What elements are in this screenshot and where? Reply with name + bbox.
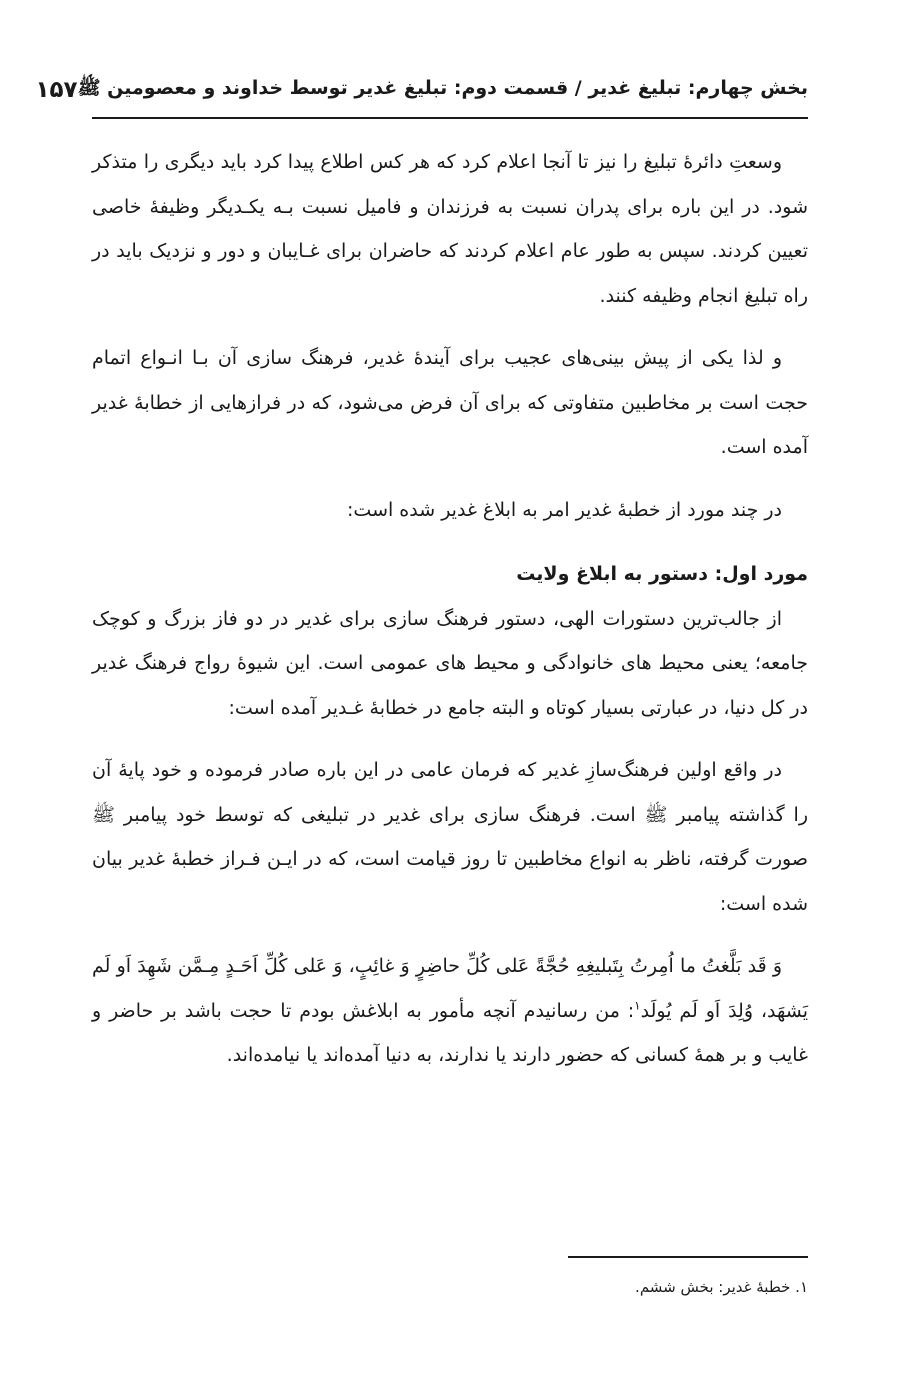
book-page: [35, 0, 809, 1390]
section-heading: مورد اول: دستور به ابلاغ ولایت: [516, 563, 808, 585]
page-number: ۱۵۷: [35, 77, 78, 103]
paragraph-5: در واقع اولین فرهنگ‌سازِ غدیر که فرمان عامی در این باره صادر فرموده و خود پایۀ آن را گذاشته پیامبر ﷺ است. فرهنگ سازی برای غدیر در تبلیغی که توسط خود پیامبر ﷺ صورت گرفته، ناظر به انواع مخاطبین تا روز قیامت است، که در ایـن فـراز خطبۀ غدیر بیان شده است:: [92, 759, 808, 915]
paragraph-2: و لذا یکی از پیش بینی‌های عجیب برای آیندۀ غدیر، فرهنگ سازی آن بـا انـواع اتمام حجت است بر مخاطبین متفاوتی که برای آن فرض می‌شود، که در فرازهایی از خطابۀ غدیر آمده است.: [92, 347, 808, 458]
paragraph-3: در چند مورد از خطبۀ غدیر امر به ابلاغ غدیر شده است:: [347, 498, 782, 521]
hadith-quote: وَ قَد بَلَّغتُ ما اُمِرتُ بِتَبلیغِهِ حُجَّةً عَلی کُلِّ حاضِرٍ وَ غائِبٍ، وَ عَلی کُلِّ اَحَـدٍ مِـمَّن شَهِدَ اَو لَم یَشهَد، وُلِدَ اَو لَم یُولَد: [92, 955, 809, 1022]
header-divider: [92, 117, 808, 119]
running-header: [35, 72, 808, 108]
paragraph-1: وسعتِ دائرۀ تبلیغ را نیز تا آنجا اعلام کرد که هر کس اطلاع پیدا کرد باید دیگری را متذکر شود. در این باره برای پدران نسبت به فرزندان و فامیل نسبت بـه یکـدیگر وظیفۀ خاصی تعیین کردند. سپس به طور عام اعلام کردند که حاضران برای غـایبان و دور و نزدیک باید در راه تبلیغ انجام وظیفه کنند.: [92, 151, 808, 307]
header-title: بخش چهارم: تبلیغ غدیر / قسمت دوم: تبلیغ غدیر توسط خداوند و معصومین ﷺ: [77, 77, 808, 99]
body-text: [92, 140, 808, 1096]
quote-translation: : من رسانیدم آنچه مأمور به ابلاغش بودم تا حجت باشد بر حاضر و غایب و بر همۀ کسانی که حضور دارند یا ندارند، به دنیا آمده‌اند یا نیامده‌اند.: [92, 999, 808, 1066]
paragraph-4: از جالب‌ترین دستورات الهی، دستور فرهنگ سازی برای غدیر در دو فاز بزرگ و کوچک جامعه؛ یعنی محیط های خانوادگی و محیط های عمومی است. این شیوۀ رواج فرهنگ غدیر در کل دنیا، در عبارتی بسیار کوتاه و البته جامع در خطابۀ غـدیر آمده است:: [92, 607, 808, 719]
footnote-divider: [568, 1256, 808, 1258]
footnote-reference[interactable]: ۱: [634, 998, 641, 1013]
footnote-text: ۱. خطبۀ غدیر: بخش ششم.: [635, 1278, 808, 1296]
paragraph-6: [92, 944, 808, 1078]
